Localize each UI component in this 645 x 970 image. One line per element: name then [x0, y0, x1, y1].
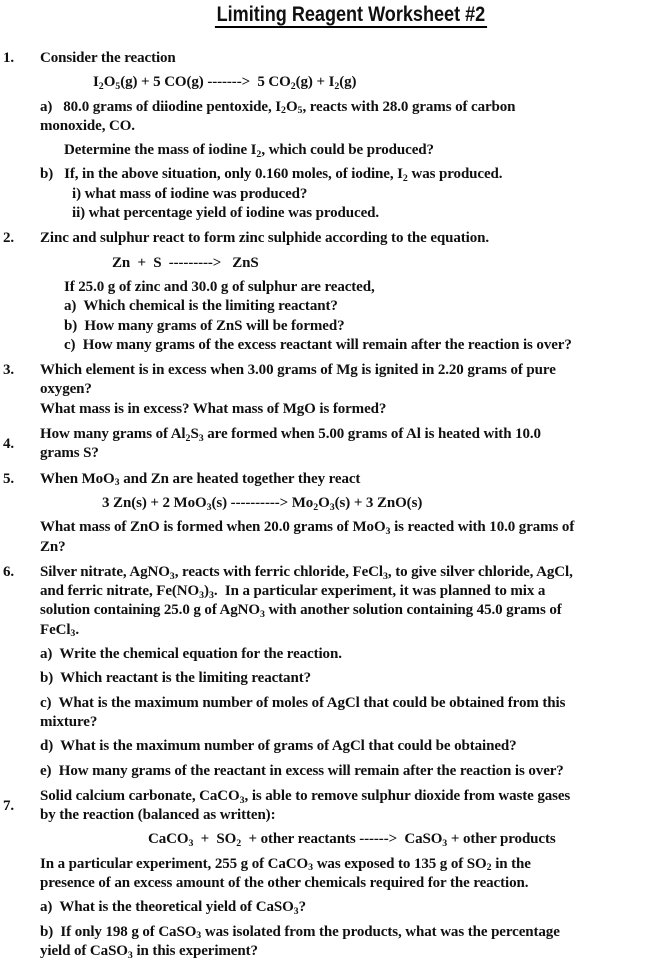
worksheet-line: ii) what percentage yield of iodine was produced.	[72, 205, 380, 222]
worksheet-line: e) How many grams of the reactant in excess will remain after the reaction is over?	[40, 762, 564, 779]
problem-list	[0, 49, 645, 961]
worksheet-line: monoxide, CO.	[40, 117, 135, 134]
page-title	[0, 3, 645, 28]
worksheet-line: Zn?	[40, 538, 66, 555]
worksheet-line: Silver nitrate, AgNO$_3$, reacts with ferric chloride, FeCl$_3$, to give silver chloride, AgCl,	[40, 563, 573, 582]
worksheet-line: Zinc and sulphur react to form zinc sulphide according to the equation.	[40, 230, 490, 247]
problem-number: 5.	[3, 470, 15, 487]
problem-number: 4.	[3, 435, 15, 452]
problem-body	[40, 563, 645, 781]
worksheet-line: mixture?	[40, 713, 98, 730]
worksheet-line: grams S?	[40, 445, 99, 462]
worksheet-line: b) How many grams of ZnS will be formed?	[64, 317, 345, 334]
worksheet-line: Which element is in excess when 3.00 grams of Mg is ignited in 2.20 grams of pure	[40, 362, 556, 379]
worksheet-line: How many grams of $Al_2S_3$ are formed when 5.00 grams of Al is heated with 10.0	[40, 426, 541, 444]
worksheet-line: CaCO$_3$ + $SO_2$ + other reactants ------> CaSO$_3$ + other products	[148, 831, 556, 850]
worksheet-line: by the reaction (balanced as written):	[40, 807, 276, 824]
worksheet-line: i) what mass of iodine was produced?	[72, 185, 308, 202]
worksheet-line: and ferric nitrate, $Fe(NO_3)_3$. In a particular experiment, it was planned to mix a	[40, 583, 546, 601]
problem-number: 2.	[3, 230, 15, 247]
problem-item	[0, 361, 645, 419]
worksheet-line: yield of CaSO$_3$ in this experiment?	[40, 942, 258, 961]
problem-number: 1.	[3, 50, 15, 66]
worksheet-line: b) If only 198 g of CaSO$_3$ was isolated from the products, what was the percentage	[40, 923, 560, 942]
problem-body	[40, 361, 645, 419]
worksheet-line: d) What is the maximum number of grams of AgCl that could be obtained?	[40, 738, 517, 755]
page-title-text: Limiting Reagent Worksheet #2	[216, 2, 485, 26]
worksheet-line: What mass of ZnO is formed when 20.0 grams of MoO$_3$ is reacted with 10.0 grams of	[40, 519, 575, 537]
problem-item	[0, 229, 645, 355]
worksheet-line: $I_2O_5(g) + 5$ CO(g) -------> 5 $CO_2(g) + I_2(g)$	[93, 74, 357, 93]
worksheet-line: a) Write the chemical equation for the reaction.	[40, 646, 342, 663]
worksheet-line: Determine the mass of iodine $I_2$, which could be produced?	[64, 142, 434, 160]
worksheet-line: When MoO$_3$ and Zn are heated together they react	[40, 470, 361, 489]
worksheet-line: In a particular experiment, 255 g of CaCO$_3$ was exposed to 135 g of $SO_2$ in the	[40, 855, 531, 874]
problem-item	[0, 470, 645, 557]
worksheet-line: Solid calcium carbonate, CaCO$_3$, is able to remove sulphur dioxide from waste gases	[40, 787, 571, 806]
worksheet-line: c) How many grams of the excess reactant will remain after the reaction is over?	[64, 336, 572, 353]
worksheet-line: What mass is in excess? What mass of MgO is formed?	[40, 400, 387, 417]
worksheet-line: a) Which chemical is the limiting reactant?	[64, 298, 338, 315]
problem-item	[0, 49, 645, 223]
problem-item	[0, 425, 645, 464]
worksheet-line: solution containing 25.0 g of AgNO$_3$ with another solution containing 45.0 grams of	[40, 602, 562, 621]
worksheet-line: If 25.0 g of zinc and 30.0 g of sulphur are reacted,	[64, 278, 375, 295]
worksheet-line: FeCl$_3$.	[40, 621, 80, 640]
worksheet-line: presence of an excess amount of the other chemicals required for the reaction.	[40, 874, 529, 891]
problem-item	[0, 563, 645, 781]
worksheet-line: a) 80.0 grams of diiodine pentoxide, $I_2O_5$, reacts with 28.0 grams of carbon	[40, 98, 516, 117]
problem-number: 7.	[3, 797, 15, 814]
worksheet-line: oxygen?	[40, 381, 92, 398]
worksheet-line: b) If, in the above situation, only 0.160 moles, of iodine, $I_2$ was produced.	[40, 166, 503, 185]
worksheet-line: b) Which reactant is the limiting reactant?	[40, 670, 311, 687]
worksheet-line: 3 Zn(s) + 2 MoO$_3$(s) ----------> $Mo_2O_3(s) + 3$ ZnO(s)	[102, 494, 423, 513]
problem-body	[40, 49, 645, 223]
problem-body	[40, 425, 645, 464]
problem-number: 6.	[3, 563, 15, 580]
problem-number: 3.	[3, 362, 15, 379]
problem-body	[40, 470, 645, 557]
problem-item	[0, 787, 645, 961]
problem-body	[40, 787, 645, 961]
worksheet-line: c) What is the maximum number of moles of AgCl that could be obtained from this	[40, 694, 566, 711]
worksheet-line: a) What is the theoretical yield of CaSO$_3$?	[40, 899, 307, 918]
worksheet-line: Zn + S ---------> ZnS	[112, 254, 259, 271]
problem-body	[40, 229, 645, 355]
worksheet-line: Consider the reaction	[40, 50, 176, 66]
